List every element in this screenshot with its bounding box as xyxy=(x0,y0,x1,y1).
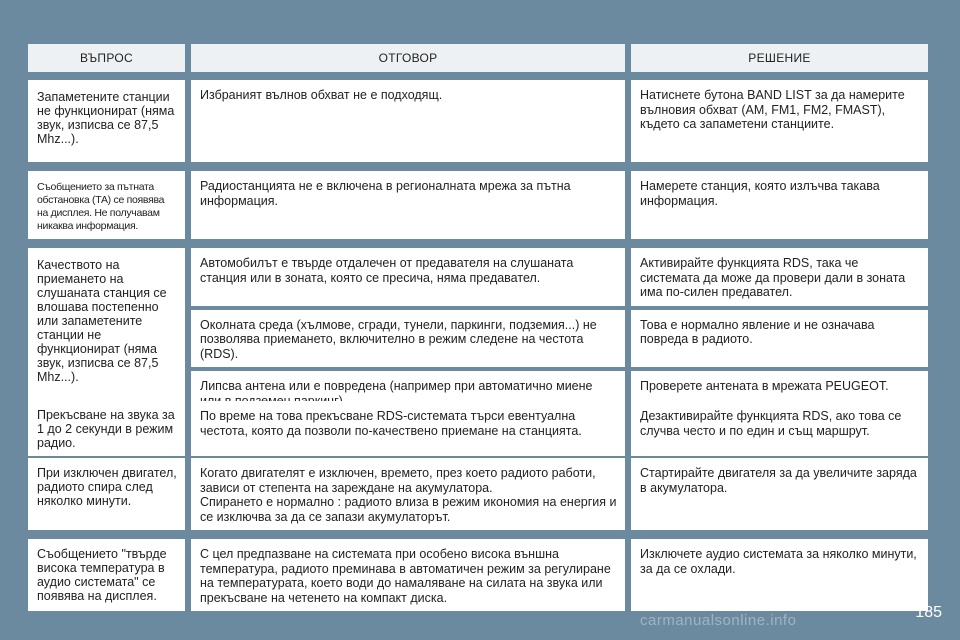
table-row xyxy=(191,458,928,530)
table-row xyxy=(191,539,928,611)
watermark: carmanualsonline.info xyxy=(640,612,797,629)
page-number: 185 xyxy=(915,604,942,621)
question-cell: Качеството на приемането на слушаната станция се влошава постепенно или запаметените станции не функционират (няма звук, изписва се 87,5 Mhz...). xyxy=(28,248,185,414)
header-answer: ОТГОВОР xyxy=(191,44,625,72)
answer-cell: Радиостанцията не е включена в регионалната мрежа за пътна информация. xyxy=(191,171,625,239)
table-row xyxy=(191,171,928,239)
solution-cell: Дезактивирайте функцията RDS, ако това се случва често и по един и същ маршрут. xyxy=(631,401,928,456)
table-row-group xyxy=(28,248,928,392)
table-row-group xyxy=(28,80,928,162)
solution-cell: Изключете аудио системата за няколко минути, за да се охлади. xyxy=(631,539,928,611)
question-cell: Запаметените станции не функционират (няма звук, изписва се 87,5 Mhz...). xyxy=(28,80,185,162)
solution-cell: Активирайте функцията RDS, така че системата да може да провери дали в зоната има по-силен предавател. xyxy=(631,248,928,306)
table-row xyxy=(191,80,928,162)
solution-cell: Проверете антената в мрежата PEUGEOT. xyxy=(631,371,928,414)
answer-cell: По време на това прекъсване RDS-системата търси евентуална честота, която да позволи по-качествено приемане на станцията. xyxy=(191,401,625,456)
answer-cell: Избраният вълнов обхват не е подходящ. xyxy=(191,80,625,162)
solution-cell: Намерете станция, която излъчва такава информация. xyxy=(631,171,928,239)
troubleshooting-table xyxy=(28,44,928,618)
answer-cell xyxy=(191,458,625,530)
solution-cell: Стартирайте двигателя за да увеличите заряда в акумулатора. xyxy=(631,458,928,530)
answer-cell: С цел предпазване на системата при особено висока външна температура, радиото преминава в автоматичен режим за регулиране на температурата, което води до намаляване на силата на звука или прекъсване на четенето на компакт диска. xyxy=(191,539,625,611)
table-row xyxy=(191,401,928,456)
solution-cell: Това е нормално явление и не означава повреда в радиото. xyxy=(631,310,928,368)
header-question: ВЪПРОС xyxy=(28,44,185,72)
table-row xyxy=(191,248,928,306)
solution-cell: Натиснете бутона BAND LIST за да намерите вълновия обхват (AM, FM1, FM2, FMAST), където са запаметени станциите. xyxy=(631,80,928,162)
table-row-group xyxy=(28,171,928,239)
answer-cell: Липсва антена или е повредена (например при автоматично миене xyxy=(191,371,625,414)
question-cell: Съобщението "твърде висока температура в аудио системата" се появява на дисплея. xyxy=(28,539,185,611)
table-header xyxy=(28,44,928,72)
answer-cell: Околната среда (хълмове, сгради, тунели, паркинги, подземия...) не позволява приемането, включително в режим следене на честота (RDS). xyxy=(191,310,625,368)
table-row-group xyxy=(28,401,928,449)
answer-line: Когато двигателят е изключен, времето, през което радиото работи, зависи от степента на зареждане на акумулатора. Спирането е нормално : радиото влиза в режим икономия на енергия и се изключва за да се запази акумулаторът. xyxy=(200,466,617,524)
table-row-group xyxy=(28,539,928,609)
question-cell: При изключен двигател, радиото спира след няколко минути. xyxy=(28,458,185,530)
question-cell: Съобщението за пътната обстановка (ТА) се появява на дисплея. Не получавам никаква информация. xyxy=(28,171,185,239)
table-row xyxy=(191,310,928,368)
header-solution: РЕШЕНИЕ xyxy=(631,44,928,72)
answer-cell: Автомобилът е твърде отдалечен от предавателя на слушаната станция или в зоната, която се пресича, няма предавател. xyxy=(191,248,625,306)
question-cell: Прекъсване на звука за 1 до 2 секунди в режим радио. xyxy=(28,401,185,456)
table-row-group xyxy=(28,458,928,530)
